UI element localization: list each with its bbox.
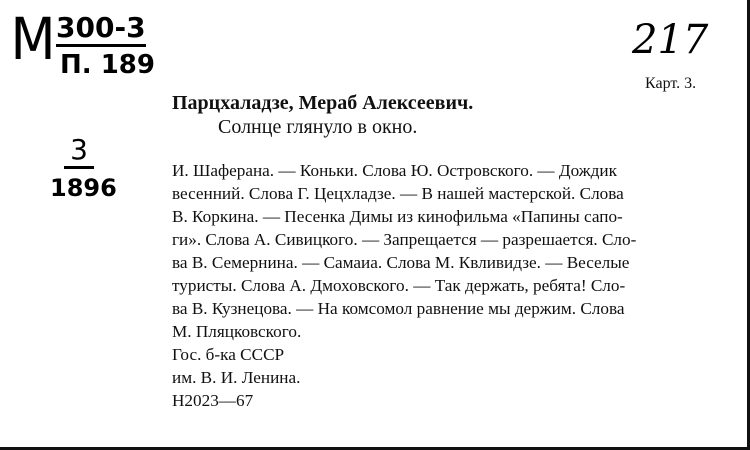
author-heading: Парцхаладзе, Мераб Алексеевич. — [172, 92, 474, 114]
fund-number: 300-3 — [56, 14, 146, 47]
description-line: М. Пляцковского. — [172, 322, 302, 341]
description-line: И. Шаферана. — Коньки. Слова Ю. Островского. — Дождик — [172, 161, 617, 180]
page-reference: П. 189 — [60, 50, 155, 80]
card-label: Карт. 3. — [645, 75, 697, 92]
library-line-2: им. В. И. Ленина. — [172, 368, 301, 387]
description-line: В. Коркина. — Песенка Димы из кинофильма «Папины сапо- — [172, 207, 623, 226]
work-title: Солнце глянуло в окно. — [218, 116, 418, 138]
library-line-1: Гос. б-ка СССР — [172, 345, 285, 364]
description-line: ги». Слова А. Сивицкого. — Запрещается — разрешается. Сло- — [172, 230, 637, 249]
description-line: туристы. Слова А. Дмоховского. — Так держать, ребята! Сло- — [172, 276, 626, 295]
copy-count: 3 — [64, 136, 94, 169]
card-number: 217 — [632, 17, 709, 63]
description-line: весенний. Слова Г. Цецхладзе. — В нашей мастерской. Слова — [172, 184, 624, 203]
description-line: ва В. Семернина. — Самаиа. Слова М. Квливидзе. — Веселые — [172, 253, 630, 272]
year-mark: 1896 — [50, 174, 117, 202]
description-line: ва В. Кузнецова. — На комсомол равнение мы держим. Слова — [172, 299, 625, 318]
library-code: Н2023—67 — [172, 391, 254, 410]
corner-letter: М — [10, 5, 56, 73]
contents-description — [172, 159, 636, 412]
